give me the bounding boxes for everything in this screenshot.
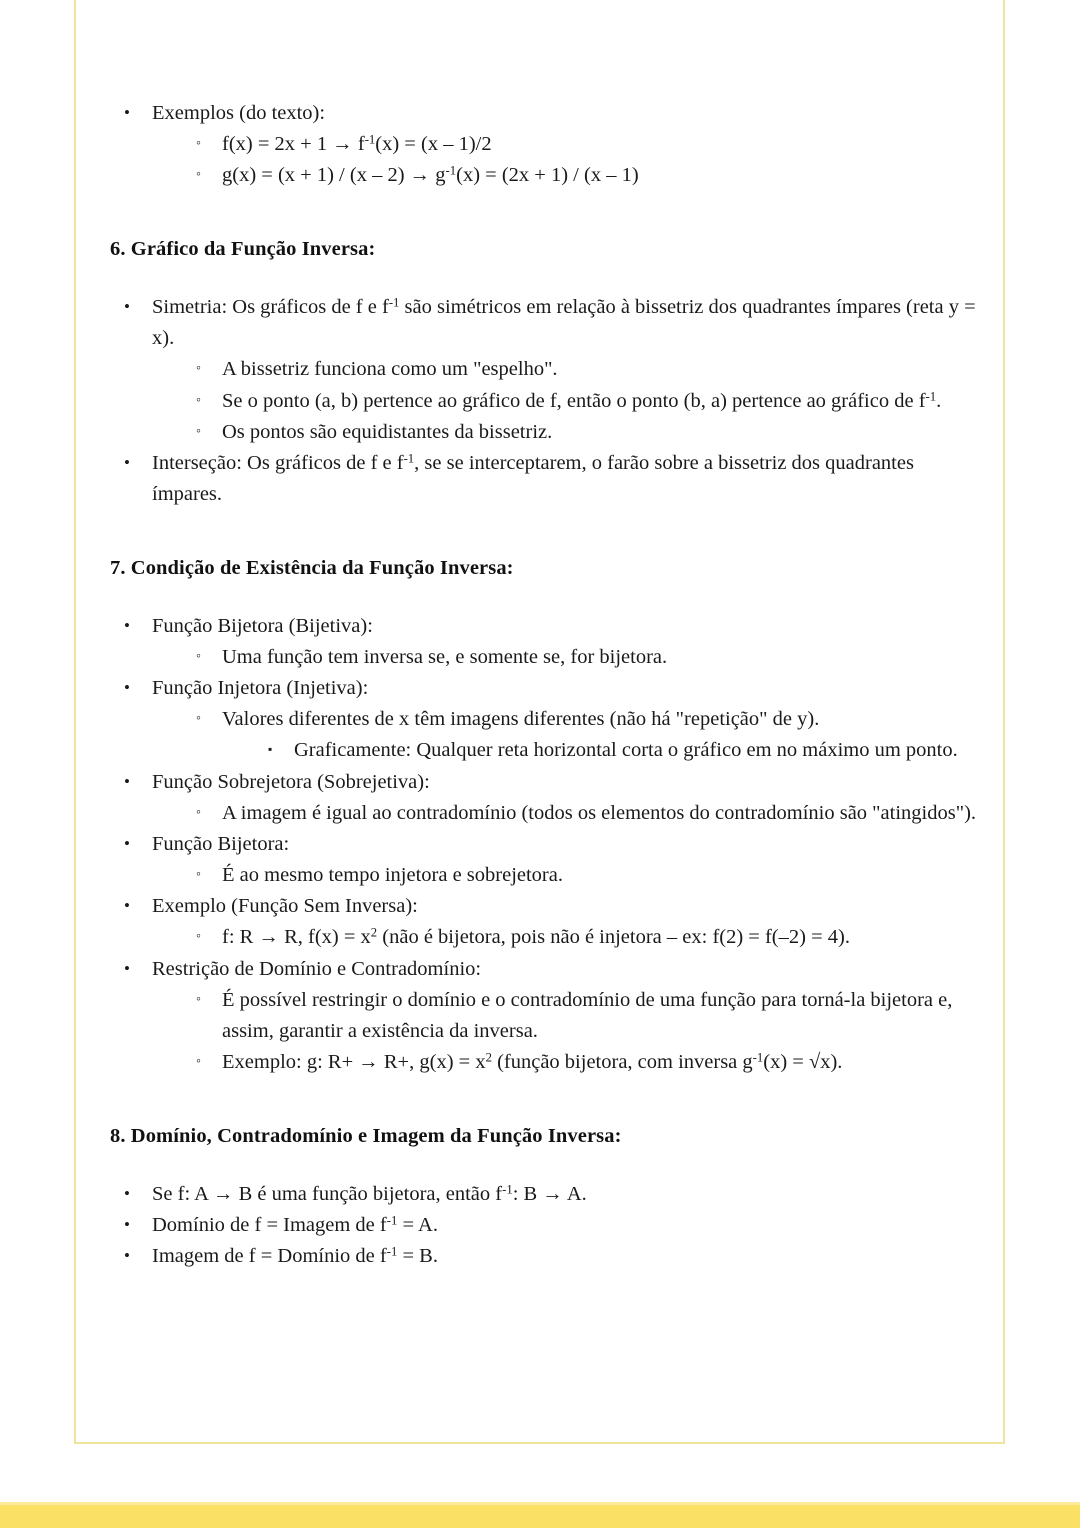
- list-item: [120, 1179, 980, 1210]
- list-item: [120, 1210, 980, 1241]
- list-item: [194, 860, 980, 891]
- spacer: [110, 263, 980, 292]
- list-item: [194, 985, 980, 1047]
- bullet-list-level-2: [194, 922, 980, 953]
- bullet-marker-icon: •: [124, 896, 130, 916]
- list-item: [120, 829, 980, 891]
- list-item: [120, 98, 980, 191]
- list-item: [194, 354, 980, 385]
- list-item-text: A imagem é igual ao contradomínio (todos os elementos do contradomínio são "atingidos").: [222, 801, 977, 824]
- list-item-text: É ao mesmo tempo injetora e sobrejetora.: [222, 864, 563, 887]
- superscript: -1: [445, 163, 457, 178]
- bullet-list-level-2: [194, 704, 980, 766]
- spacer: [110, 1078, 980, 1094]
- section-heading: 8. Domínio, Contradomínio e Imagem da Função Inversa:: [110, 1125, 622, 1148]
- bullet-marker-icon: ◦: [196, 361, 201, 377]
- list-item-text: Exemplos (do texto):: [152, 102, 326, 124]
- bullet-list-level-2: [194, 798, 980, 829]
- superscript: -1: [502, 1182, 513, 1197]
- section-heading: 7. Condição de Existência da Função Inversa:: [110, 557, 514, 580]
- list-item-text: Se o ponto (a, b) pertence ao gráfico de f, então o ponto (b, a) pertence ao gráfico de $f^{-1}$.: [222, 388, 942, 412]
- list-item: [120, 292, 980, 448]
- bullet-marker-icon: ◦: [196, 1054, 201, 1069]
- list-item-text: Interseção: Os gráficos de f e $f^{-1}$, se se interceptarem, o farão sobre a bissetriz dos quadrantes ímpares.: [152, 451, 914, 506]
- list-item-text: A bissetriz funciona como um "espelho".: [222, 358, 558, 381]
- list-item: [120, 767, 980, 829]
- spacer: [110, 582, 980, 611]
- spacer: [110, 526, 980, 556]
- list-item: [194, 798, 980, 829]
- section-heading: 6. Gráfico da Função Inversa:: [110, 238, 376, 261]
- list-item-text: Função Bijetora (Bijetiva):: [152, 614, 373, 637]
- bullet-list-level-1: [110, 98, 980, 191]
- superscript: -1: [364, 132, 376, 147]
- spacer: [110, 191, 980, 207]
- list-item-text: Exemplo (Função Sem Inversa):: [152, 895, 418, 918]
- list-item-text: Valores diferentes de x têm imagens diferentes (não há "repetição" de y).: [222, 708, 820, 731]
- list-item-text: Simetria: Os gráficos de f e $f^{-1}$ são simétricos em relação à bissetriz dos quadrantes ímpares (reta y = x).: [152, 295, 976, 350]
- list-item-text: Domínio de f = Imagem de $f^{-1} = A$.: [152, 1213, 438, 1236]
- bullet-marker-icon: ◦: [196, 392, 201, 408]
- list-item: [194, 642, 980, 673]
- bullet-marker-icon: •: [124, 103, 130, 122]
- list-item-text: Função Bijetora:: [152, 832, 290, 855]
- bullet-list-level-1: [110, 611, 980, 1078]
- list-item: [120, 891, 980, 953]
- list-item: [194, 129, 980, 160]
- list-item: [266, 735, 980, 766]
- bullet-list-level-1: [110, 292, 980, 510]
- list-item-text: $f(x) = 2x + 1 \to f^{-1}(x) = (x - 1)/2$: [222, 132, 492, 156]
- bullet-marker-icon: •: [124, 678, 130, 698]
- bullet-marker-icon: •: [124, 615, 130, 635]
- spacer: [110, 1150, 980, 1179]
- list-item: [120, 954, 980, 1079]
- bullet-list-level-2: [194, 985, 980, 1078]
- bullet-list-level-2: [194, 642, 980, 673]
- list-item: [120, 673, 980, 766]
- list-item: [194, 1047, 980, 1078]
- list-item: [194, 417, 980, 448]
- list-item-text: É possível restringir o domínio e o contradomínio de uma função para torná-la bijetora e, assim, garantir a existência da inversa.: [222, 988, 953, 1042]
- spacer: [110, 510, 980, 526]
- bullet-marker-icon: •: [124, 771, 130, 791]
- bullet-list-level-2: [194, 354, 980, 447]
- list-item: [120, 611, 980, 673]
- list-item-text: $g(x) = (x + 1) / (x - 2) \to g^{-1}(x) = (2x + 1) / (x - 1)$: [222, 163, 639, 187]
- list-item: [194, 386, 980, 417]
- bullet-list-level-1: [110, 1179, 980, 1272]
- bullet-marker-icon: ◦: [196, 648, 201, 664]
- document-body: [110, 98, 980, 1288]
- list-item: [194, 922, 980, 953]
- list-item-text: Imagem de f = Domínio de $f^{-1} = B$.: [152, 1244, 438, 1268]
- bullet-marker-icon: •: [124, 452, 130, 472]
- list-item-text: Se f: A → B é uma função bijetora, então $f^{-1}$: B → A.: [152, 1182, 587, 1205]
- list-item-text: Função Injetora (Injetiva):: [152, 677, 369, 700]
- list-item: [194, 160, 980, 191]
- superscript: 2: [370, 925, 378, 940]
- bullet-marker-icon: ◦: [196, 867, 201, 883]
- bullet-marker-icon: ◦: [196, 136, 201, 152]
- bullet-marker-icon: •: [124, 1183, 130, 1203]
- superscript: -1: [752, 1050, 764, 1065]
- list-item-text: Função Sobrejetora (Sobrejetiva):: [152, 770, 430, 793]
- list-item: [120, 448, 980, 510]
- bullet-marker-icon: •: [124, 958, 130, 978]
- superscript: -1: [386, 1244, 398, 1259]
- spacer: [110, 1094, 980, 1124]
- bullet-marker-icon: ▪: [268, 742, 273, 757]
- bullet-list-level-2: [194, 860, 980, 891]
- bullet-marker-icon: •: [124, 297, 130, 317]
- bullet-marker-icon: ◦: [196, 991, 201, 1007]
- bullet-marker-icon: ◦: [196, 167, 201, 183]
- bullet-list-level-3: [266, 735, 980, 766]
- bullet-marker-icon: •: [124, 1214, 130, 1234]
- list-item-text: Exemplo: g: R+ → R+, $g(x) = x^2$ (função bijetora, com inversa $g^{-1}(x) = √x$).: [222, 1050, 843, 1073]
- list-item: [120, 1241, 980, 1272]
- list-item-text: Os pontos são equidistantes da bissetriz.: [222, 420, 553, 443]
- superscript: -1: [403, 451, 415, 466]
- bullet-marker-icon: •: [124, 1246, 130, 1266]
- list-item-text: f: R → R, $f(x) = x^2$ (não é bijetora, pois não é injetora – ex: f(2) = f(–2) = 4).: [222, 925, 850, 949]
- bullet-marker-icon: ◦: [196, 929, 201, 945]
- superscript: -1: [925, 388, 937, 403]
- superscript: -1: [386, 1213, 398, 1228]
- superscript: 2: [485, 1050, 492, 1065]
- list-item-text: Graficamente: Qualquer reta horizontal corta o gráfico em no máximo um ponto.: [294, 739, 958, 762]
- bottom-accent-bar: [0, 1505, 1080, 1528]
- superscript: -1: [388, 295, 400, 310]
- bullet-marker-icon: ◦: [196, 711, 201, 727]
- list-item-text: Restrição de Domínio e Contradomínio:: [152, 957, 482, 980]
- spacer: [110, 207, 980, 237]
- spacer: [110, 1272, 980, 1288]
- bullet-marker-icon: ◦: [196, 804, 201, 820]
- list-item-text: Uma função tem inversa se, e somente se, for bijetora.: [222, 645, 668, 668]
- bullet-marker-icon: •: [124, 833, 130, 853]
- bullet-list-level-2: [194, 129, 980, 191]
- list-item: [194, 704, 980, 766]
- bullet-marker-icon: ◦: [196, 423, 201, 439]
